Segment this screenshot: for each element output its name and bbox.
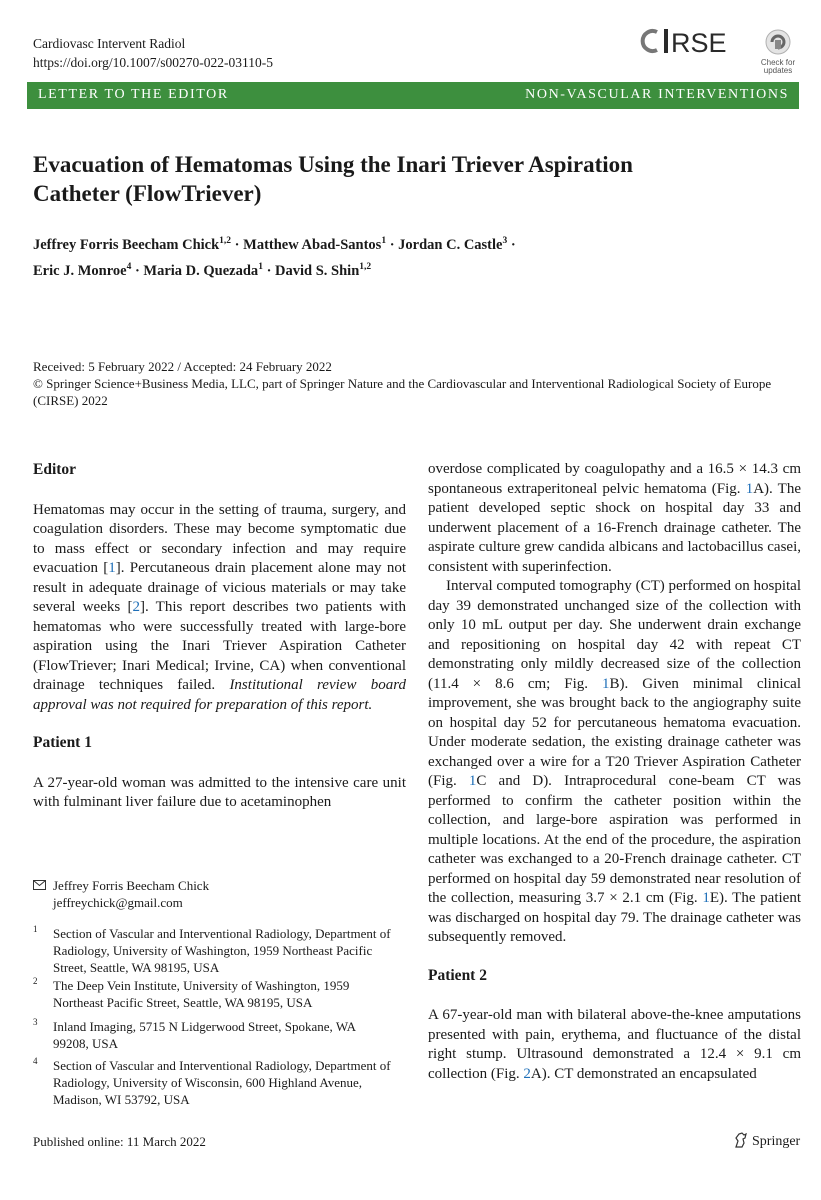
author-name[interactable]: Eric J. Monroe [33, 262, 127, 279]
left-column [33, 460, 406, 813]
badge-line1: Check for [760, 58, 796, 67]
footnote-text: The Deep Vein Institute, University of Washington, 1959 Northeast Pacific Street, Seattle, WA 98195, USA [53, 978, 350, 1010]
paragraph-patient1-continued [428, 460, 801, 577]
article-dates [33, 358, 805, 409]
footnote-number: 3 [33, 1017, 38, 1027]
received-accepted: Received: 5 February 2022 / Accepted: 24 February 2022 [33, 359, 332, 374]
author-name[interactable]: Jeffrey Forris Beecham Chick [33, 236, 220, 253]
section-heading-patient1: Patient 1 [33, 734, 92, 751]
text-run: ]. This report describes two patients with hematomas who were successfully treated with large-bore aspiration using the Inari Triever Aspiration Catheter (FlowTriever; Inari Medical; Irvine, CA) when conventional drainage techniques failed. [33, 599, 406, 693]
author-separator: · [266, 262, 272, 279]
cirse-logo [640, 26, 736, 56]
reference-link[interactable]: 2 [132, 599, 140, 615]
footnote-text: Inland Imaging, 5715 N Lidgerwood Street, Spokane, WA 99208, USA [53, 1019, 356, 1051]
author-name[interactable]: Jordan C. Castle [398, 236, 503, 253]
author-separator: · [510, 236, 516, 253]
paragraph-patient2 [428, 1006, 801, 1084]
footnote-text: Section of Vascular and Interventional Radiology, Department of Radiology, University of Wisconsin, 600 Highland Avenue, Madison, WI 53792, USA [53, 1058, 391, 1107]
figure-link[interactable]: 1 [702, 890, 710, 906]
footnote-number: 1 [33, 924, 38, 934]
springer-horse-icon [733, 1132, 749, 1148]
envelope-icon [33, 880, 46, 890]
irb-statement: Institutional review board approval was not required for preparation of this report. [33, 677, 406, 713]
author-name[interactable]: Matthew Abad-Santos [243, 236, 382, 253]
author-affiliation: 1 [258, 261, 263, 272]
paragraph-patient1-ct [428, 577, 801, 948]
text-run: overdose complicated by coagulopathy and a 16.5 × 14.3 cm spontaneous extraperitoneal pelvic hematoma (Fig. [428, 461, 801, 497]
springer-logo [733, 1132, 800, 1150]
section-heading-editor: Editor [33, 461, 77, 478]
author-separator: · [134, 262, 140, 279]
article-title [33, 150, 733, 208]
author-affiliation: 4 [126, 261, 132, 272]
cirse-logo-graphic [640, 26, 736, 56]
check-updates-icon [755, 28, 801, 58]
section-label: NON-VASCULAR INTERVENTIONS [525, 87, 789, 102]
right-column [428, 460, 801, 1084]
author-affiliation: 1,2 [359, 261, 372, 272]
text-run: ]. Percutaneous drain placement alone may not result in adequate drainage of vicious materials or may take several weeks [ [33, 560, 406, 615]
text-run: C and D). Intraprocedural cone-beam CT was performed to confirm the catheter position within the collection, and large-bore aspiration was performed in multiple locations. At the end of the procedure, the aspiration catheter was exchanged to a 20-French drainage catheter. CT performed on hospital day 59 demonstrated near resolution of the collection, measuring 3.7 × 2.1 cm (Fig. [428, 773, 801, 906]
text-run: Hematomas may occur in the setting of trauma, surgery, and coagulation disorders. These may become symptomatic due to mass effect or secondary infection and may require evacuation [ [33, 501, 406, 576]
doi-link[interactable]: https://doi.org/10.1007/s00270-022-03110-5 [33, 55, 274, 70]
journal-header [33, 34, 273, 72]
text-run: A). CT demonstrated an encapsulated [530, 1065, 757, 1082]
paragraph-intro [33, 501, 406, 716]
author-name[interactable]: David S. Shin [275, 262, 360, 279]
text-run: A 67-year-old man with bilateral above-the-knee amputations presented with pain, erythema, and fluctuance of the distal right stump. Ultrasound demonstrated a 12.4 × 9.1 cm collection (Fig. [428, 1007, 801, 1082]
figure-link[interactable]: 1 [602, 675, 610, 692]
title-line-2: Catheter (FlowTriever) [33, 181, 262, 206]
footnote-text: Section of Vascular and Interventional Radiology, Department of Radiology, University of Washington, 1959 Northeast Pacific Street, Seattle, WA 98195, USA [53, 926, 391, 975]
paragraph-patient1-start: A 27-year-old woman was admitted to the intensive care unit with fulminant liver failure due to acetaminophen [33, 774, 406, 810]
correspondence-name: Jeffrey Forris Beecham Chick [53, 878, 210, 893]
reference-link[interactable]: 1 [108, 560, 116, 576]
copyright-notice: © Springer Science+Business Media, LLC, part of Springer Nature and the Cardiovascular and Interventional Radiological Society of Europe (CIRSE) 2022 [33, 376, 772, 408]
figure-link[interactable]: 2 [523, 1065, 531, 1082]
journal-name: Cardiovasc Intervent Radiol [33, 36, 186, 51]
author-list [33, 230, 773, 282]
check-for-updates-badge[interactable] [755, 28, 801, 74]
author-separator: · [389, 236, 395, 253]
badge-line2: updates [763, 66, 793, 75]
publisher-name: Springer [752, 1134, 801, 1149]
author-name[interactable]: Maria D. Quezada [143, 262, 259, 279]
article-type-label: LETTER TO THE EDITOR [38, 87, 229, 102]
footnote-number: 4 [33, 1056, 38, 1066]
figure-link[interactable]: 1 [468, 773, 477, 789]
footnote-number: 2 [33, 976, 38, 986]
author-affiliation: 3 [502, 236, 508, 246]
author-affiliation: 1,2 [219, 236, 232, 246]
published-online: Published online: 11 March 2022 [33, 1134, 206, 1149]
text-run: B). Given minimal clinical improvement, she was brought back to the angiography suite on hospital day 52 for percutaneous hematoma evacuation. Under moderate sedation, the existing drainage catheter was exchanged over a wire for a T20 Triever Aspiration Catheter (Fig. [428, 675, 802, 789]
correspondence-email[interactable]: jeffreychick@gmail.com [53, 895, 183, 910]
text-run: E). The patient was discharged on hospital day 79. The drainage catheter was subsequently removed. [428, 890, 801, 945]
title-line-1: Evacuation of Hematomas Using the Inari Triever Aspiration [33, 152, 633, 177]
author-affiliation: 1 [381, 236, 387, 246]
text-run: Interval computed tomography (CT) performed on hospital day 39 demonstrated unchanged size of the collection with only 10 mL output per day. She underwent drain exchange and repositioning on hospital day 42 with repeat CT demonstrating only mildly decreased size of the collection (11.4 × 8.6 cm; Fig. [428, 578, 801, 692]
svg-text:RSE: RSE [671, 28, 727, 56]
section-heading-patient2: Patient 2 [428, 966, 487, 984]
figure-link[interactable]: 1 [745, 480, 754, 497]
author-separator: · [234, 236, 240, 253]
text-run: A). The patient developed septic shock on hospital day 33 and underwent placement of a 16-French drainage catheter. The aspirate culture grew candida albicans and lactobacillus casei, consistent with superinfection. [428, 480, 801, 575]
article-type-band [27, 82, 799, 109]
